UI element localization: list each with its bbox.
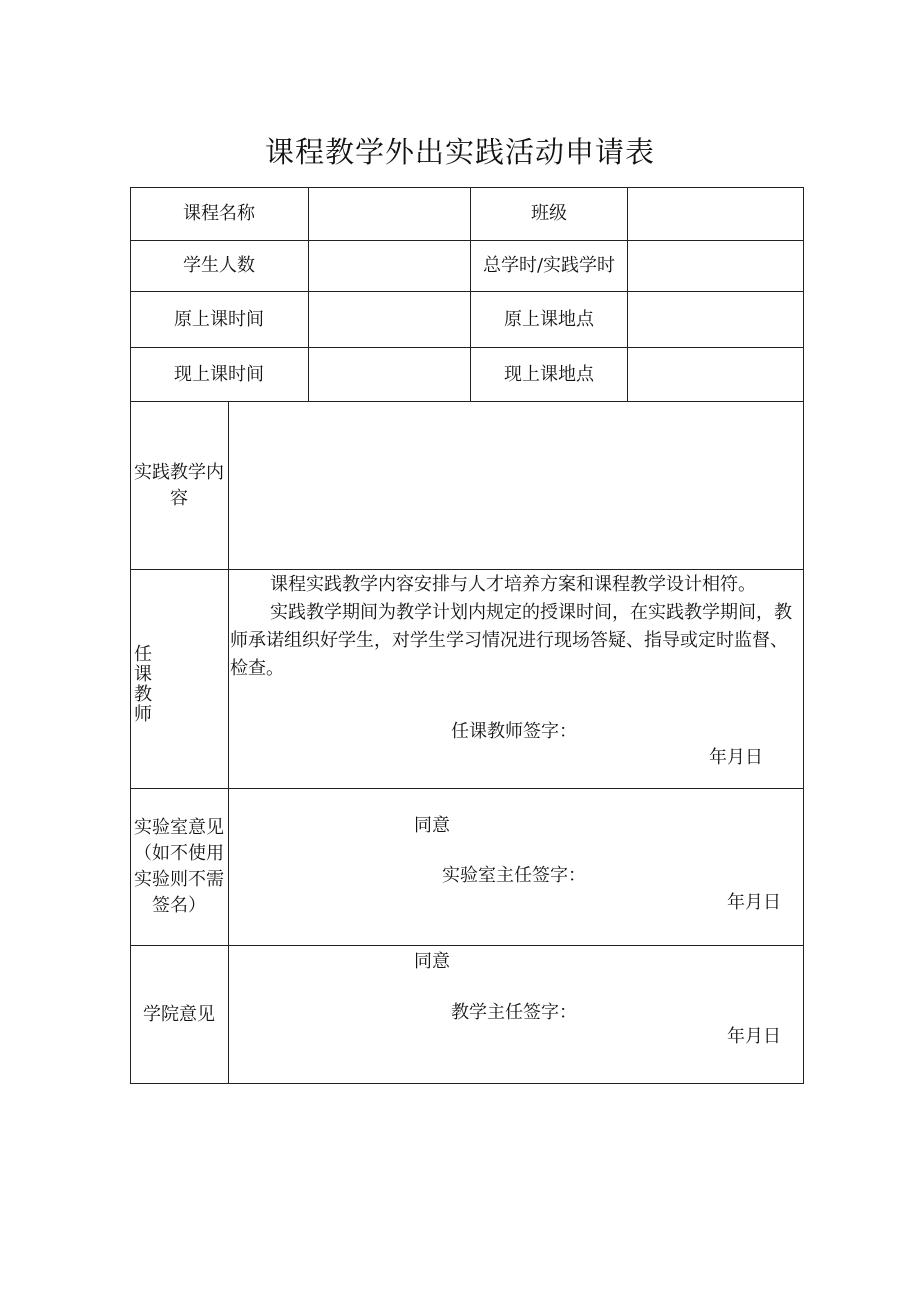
teacher-commitment-paragraph: 课程实践教学内容安排与人才培养方案和课程教学设计相符。 xyxy=(270,574,756,595)
application-form-table xyxy=(130,187,804,1084)
row-divider xyxy=(130,945,804,946)
original-time-field[interactable] xyxy=(309,292,470,347)
page-title: 课程教学外出实践活动申请表 xyxy=(264,135,655,169)
college-opinion-label: 学院意见 xyxy=(143,1003,215,1025)
lab-signature-label: 实验室主任签字： xyxy=(442,865,586,886)
row-divider xyxy=(130,788,804,789)
original-time-label: 原上课时间 xyxy=(174,308,264,330)
college-agree-text: 同意 xyxy=(414,951,450,972)
table-border-bottom xyxy=(130,1083,804,1084)
course-name-field[interactable] xyxy=(309,187,470,240)
teacher-date-label: 年月日 xyxy=(709,747,763,768)
original-place-label: 原上课地点 xyxy=(504,308,594,330)
current-time-label: 现上课时间 xyxy=(174,363,264,385)
lab-agree-text: 同意 xyxy=(414,815,450,836)
student-count-label: 学生人数 xyxy=(183,255,255,276)
teacher-signature-label: 任课教师签字： xyxy=(451,721,577,742)
teacher-commitment-paragraph: 实践教学期间为教学计划内规定的授课时间，在实践教学期间，教师承诺组织好学生，对学生学习情况进行现场答疑、指导或定时监督、检查。 xyxy=(230,602,792,679)
row-divider xyxy=(130,569,804,570)
teacher-section-label: 任课教师 xyxy=(134,644,152,725)
original-place-field[interactable] xyxy=(628,292,803,347)
course-name-label: 课程名称 xyxy=(183,202,255,224)
lab-date-label: 年月日 xyxy=(727,892,781,913)
current-time-field[interactable] xyxy=(309,348,470,401)
lab-opinion-label: 实验室意见（如不使用实验则不需签名） xyxy=(134,817,224,916)
teacher-commitment-text xyxy=(230,571,796,683)
class-label: 班级 xyxy=(531,202,567,224)
hours-field[interactable] xyxy=(628,241,803,291)
class-field[interactable] xyxy=(628,187,803,240)
table-border-right xyxy=(803,187,804,1084)
practice-content-field[interactable] xyxy=(229,402,803,569)
practice-content-label: 实践教学内容 xyxy=(134,461,224,509)
current-place-label: 现上课地点 xyxy=(504,363,594,385)
college-date-label: 年月日 xyxy=(727,1026,781,1047)
hours-label: 总学时/实践学时 xyxy=(482,255,616,276)
student-count-field[interactable] xyxy=(309,241,470,291)
college-signature-label: 教学主任签字： xyxy=(451,1002,577,1023)
current-place-field[interactable] xyxy=(628,348,803,401)
